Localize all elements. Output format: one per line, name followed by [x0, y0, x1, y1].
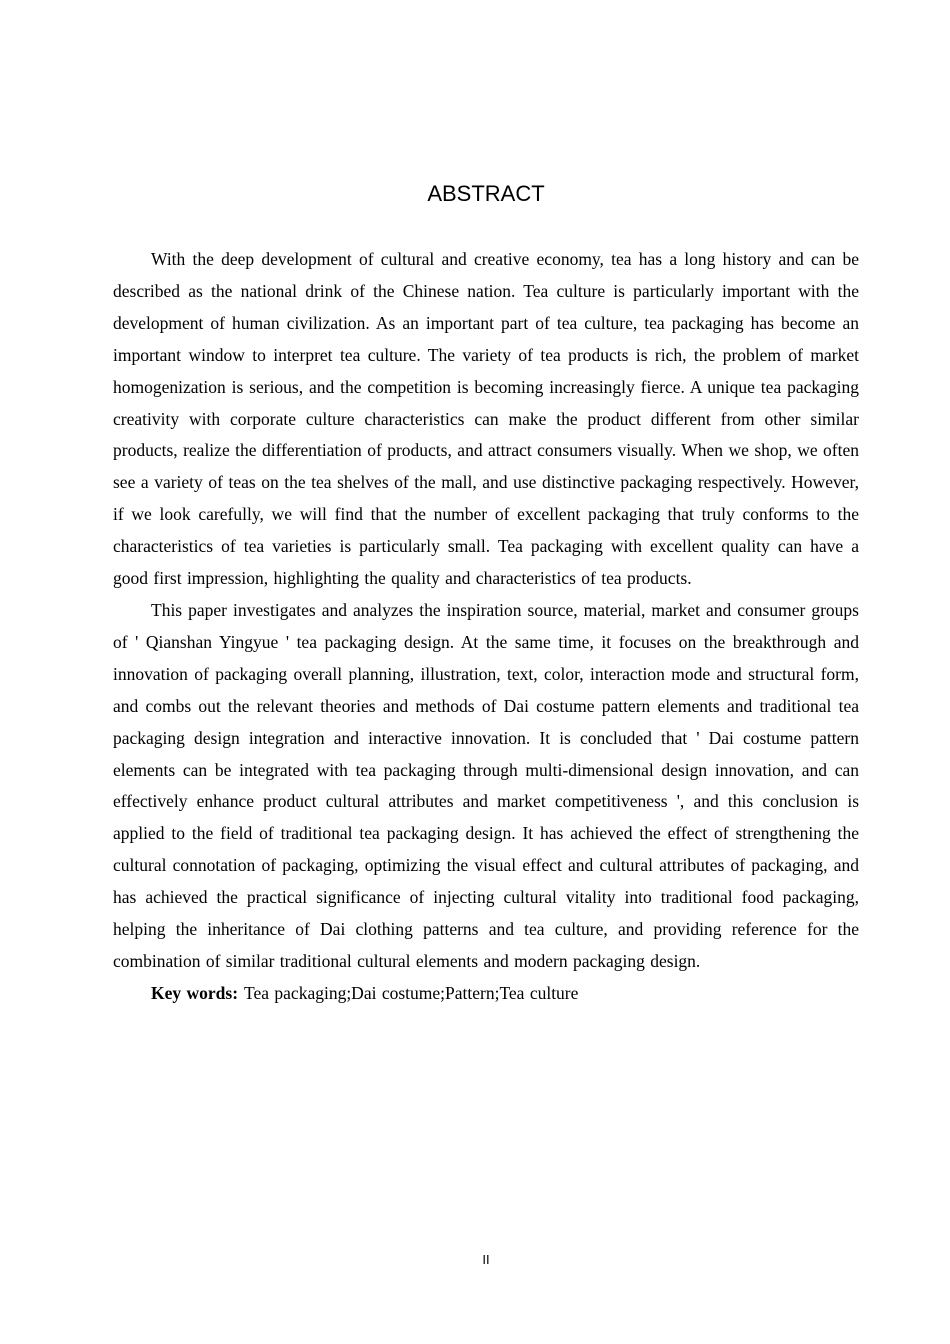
keywords-line: [113, 978, 859, 1010]
abstract-body: [113, 244, 859, 1010]
keywords-value: Tea packaging;Dai costume;Pattern;Tea culture: [244, 982, 579, 1003]
keywords-label: Key words: [151, 982, 233, 1003]
page-title: ABSTRACT: [427, 181, 545, 206]
page-number: II: [482, 1252, 490, 1267]
keywords-separator: :: [232, 982, 239, 1003]
abstract-paragraph-2: This paper investigates and analyzes the inspiration source, material, market and consumer groups of ' Qianshan Yingyue ' tea packaging design. At the same time, it focuses on the breakthrough and innovation of packaging overall planning, illustration, text, color, interaction mode and structural form, and combs out the relevant theories and methods of Dai costume pattern elements and traditional tea packaging design integration and interactive innovation. It is concluded that ' Dai costume pattern elements can be integrated with tea packaging through multi-dimensional design innovation, and can effectively enhance product cultural attributes and market competitiveness ', and this conclusion is applied to the field of traditional tea packaging design. It has achieved the effect of strengthening the cultural connotation of packaging, optimizing the visual effect and cultural attributes of packaging, and has achieved the practical significance of injecting cultural vitality into traditional food packaging, helping the inheritance of Dai clothing patterns and tea culture, and providing reference for the combination of similar traditional cultural elements and modern packaging design.: [113, 599, 859, 971]
abstract-paragraph-1: With the deep development of cultural and creative economy, tea has a long history and can be described as the national drink of the Chinese nation. Tea culture is particularly important with the development of human civilization. As an important part of tea culture, tea packaging has become an important window to interpret tea culture. The variety of tea products is rich, the problem of market homogenization is serious, and the competition is becoming increasingly fierce. A unique tea packaging creativity with corporate culture characteristics can make the product different from other similar products, realize the differentiation of products, and attract consumers visually. When we shop, we often see a variety of teas on the tea shelves of the mall, and use distinctive packaging respectively. However, if we look carefully, we will find that the number of excellent packaging that truly conforms to the characteristics of tea varieties is particularly small. Tea packaging with excellent quality can have a good first impression, highlighting the quality and characteristics of tea products.: [113, 249, 859, 589]
